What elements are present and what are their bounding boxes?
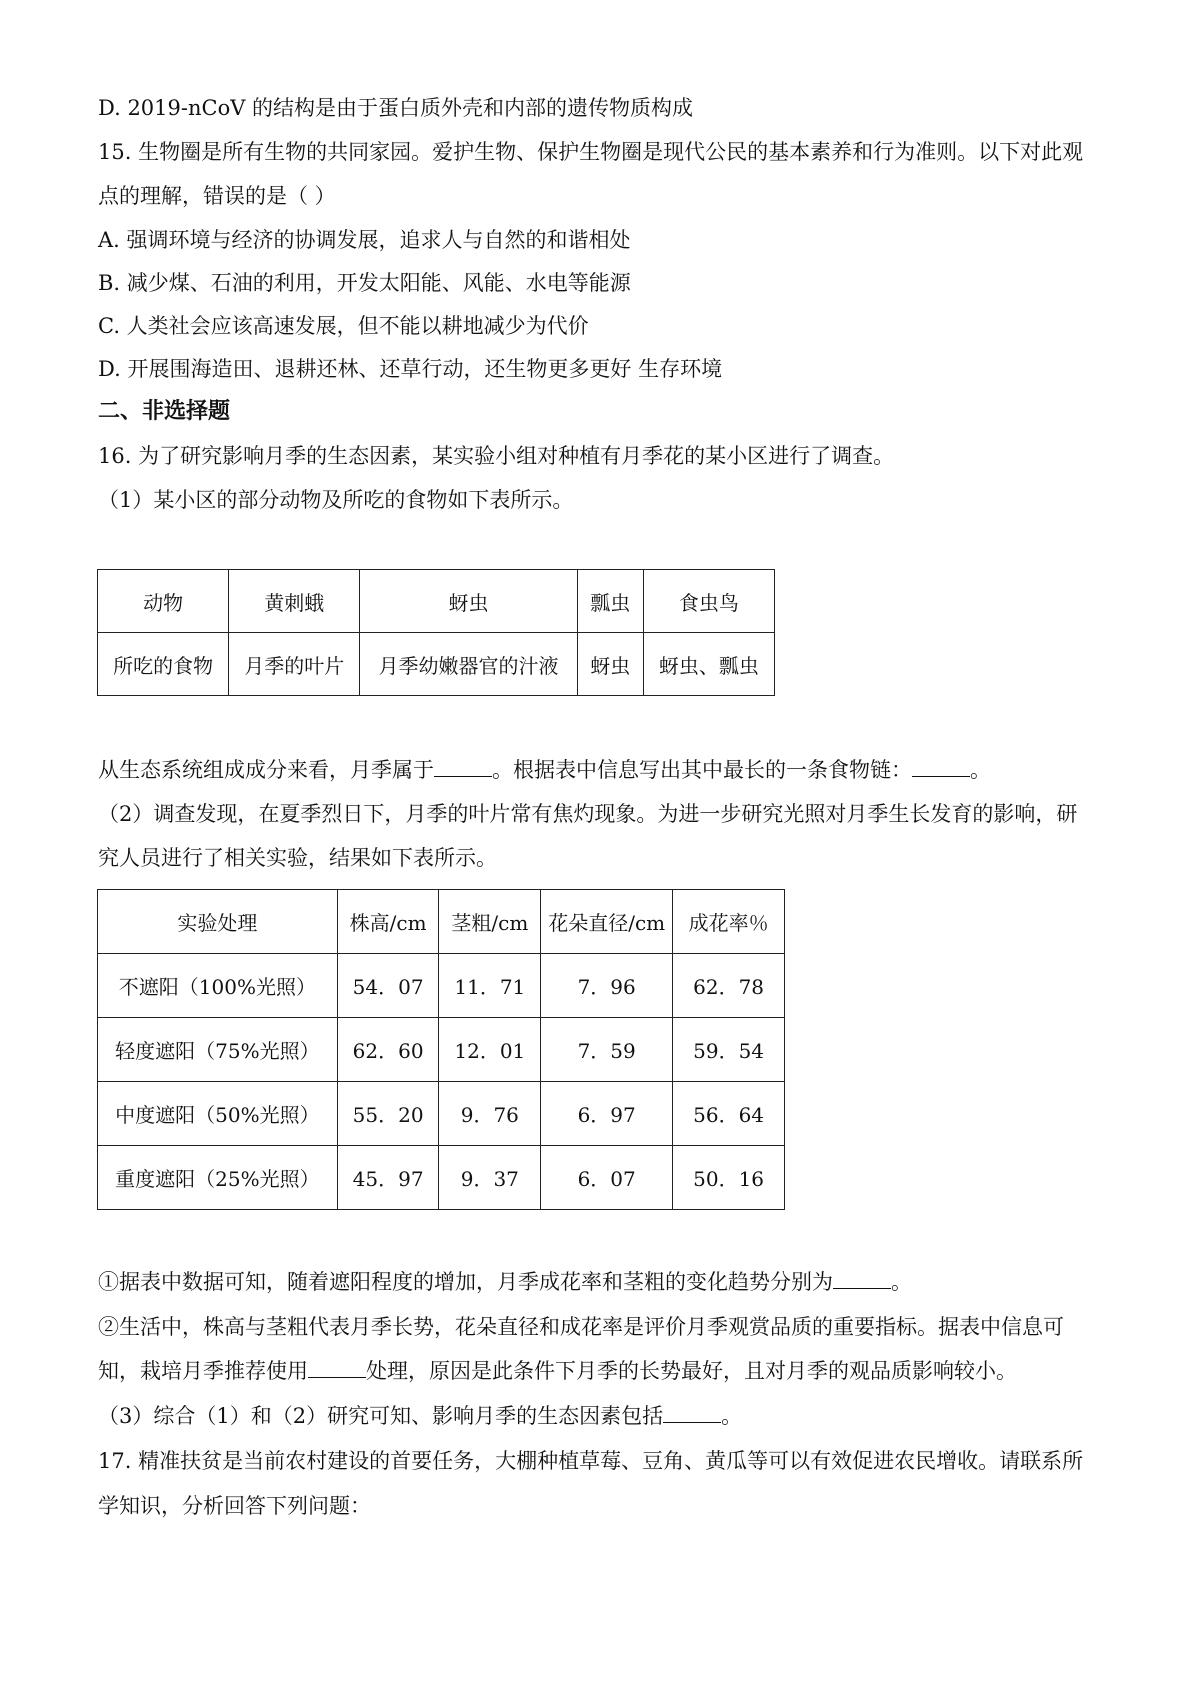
table-cell: 蚜虫、瓢虫: [643, 633, 774, 696]
table-header-cell: 花朵直径/cm: [541, 890, 673, 954]
table-cell: 重度遮阳（25%光照）: [98, 1146, 338, 1210]
table-cell: 中度遮阳（50%光照）: [98, 1082, 338, 1146]
table-row: [98, 1082, 785, 1146]
question-16-part2-q1: [98, 1268, 912, 1296]
table-cell: 所吃的食物: [98, 633, 229, 696]
shading-experiment-table: [97, 889, 785, 1210]
table-header-cell: 茎粗/cm: [439, 890, 541, 954]
question-16-part2-q2: ②生活中，株高与茎粗代表月季长势，花朵直径和成花率是评价月季观赏品质的重要指标。据表中信息可: [98, 1315, 1064, 1339]
option-d-previous: D. 2019-nCoV 的结构是由于蛋白质外壳和内部的遗传物质构成: [98, 96, 694, 120]
table-header-cell: 食虫鸟: [643, 570, 774, 633]
option-a: A. 强调环境与经济的协调发展，追求人与自然的和谐相处: [98, 228, 631, 252]
text-segment: 。: [970, 758, 991, 782]
question-16-part1-answer: [98, 756, 991, 784]
table-cell: 月季的叶片: [229, 633, 360, 696]
table-row: [98, 1146, 785, 1210]
option-d: D. 开展围海造田、退耕还林、还草行动，还生物更多更好 生存环境: [98, 357, 723, 381]
table-header-cell: 动物: [98, 570, 229, 633]
table-cell: 55．20: [337, 1082, 439, 1146]
table-cell: 蚜虫: [577, 633, 643, 696]
animals-food-table: [97, 569, 775, 696]
table-cell: 6．97: [541, 1082, 673, 1146]
question-16-part2: （2）调查发现，在夏季烈日下，月季的叶片常有焦灼现象。为进一步研究光照对月季生长发育的影响，研: [98, 802, 1078, 826]
table-header-cell: 实验处理: [98, 890, 338, 954]
table-cell: 不遮阳（100%光照）: [98, 954, 338, 1018]
section-heading: 二、非选择题: [98, 399, 231, 424]
table-cell: 9．76: [439, 1082, 541, 1146]
table-header-cell: 蚜虫: [360, 570, 577, 633]
table-cell: 12．01: [439, 1018, 541, 1082]
option-b: B. 减少煤、石油的利用，开发太阳能、风能、水电等能源: [98, 271, 631, 295]
question-16-part1: （1）某小区的部分动物及所吃的食物如下表所示。: [98, 488, 574, 512]
text-segment: 从生态系统组成成分来看，月季属于: [98, 758, 434, 782]
question-17-stem-cont: 学知识，分析回答下列问题：: [98, 1494, 371, 1518]
table-row: [98, 633, 775, 696]
text-segment: 知，栽培月季推荐使用: [98, 1359, 308, 1383]
question-15-stem: 15. 生物圈是所有生物的共同家园。爱护生物、保护生物圈是现代公民的基本素养和行为准则。以下对此观: [98, 140, 1084, 164]
table-cell: 11．71: [439, 954, 541, 1018]
question-16-part3: [98, 1402, 742, 1430]
table-header-cell: 瓢虫: [577, 570, 643, 633]
answer-blank[interactable]: [663, 1402, 721, 1423]
table-cell: 45．97: [337, 1146, 439, 1210]
answer-blank[interactable]: [434, 756, 492, 777]
text-segment: 。根据表中信息写出其中最长的一条食物链：: [492, 758, 912, 782]
table-cell: 59．54: [673, 1018, 785, 1082]
answer-blank[interactable]: [912, 756, 970, 777]
table-row: [98, 570, 775, 633]
table-cell: 月季幼嫩器官的汁液: [360, 633, 577, 696]
text-segment: 。: [891, 1270, 912, 1294]
question-16-stem: 16. 为了研究影响月季的生态因素，某实验小组对种植有月季花的某小区进行了调查。: [98, 444, 895, 468]
answer-blank[interactable]: [308, 1357, 366, 1378]
question-17-stem: 17. 精准扶贫是当前农村建设的首要任务，大棚种植草莓、豆角、黄瓜等可以有效促进农民增收。请联系所: [98, 1449, 1084, 1473]
option-c: C. 人类社会应该高速发展，但不能以耕地减少为代价: [98, 314, 589, 338]
table-cell: 62．78: [673, 954, 785, 1018]
table-header-cell: 黄刺蛾: [229, 570, 360, 633]
text-segment: （3）综合（1）和（2）研究可知、影响月季的生态因素包括: [98, 1404, 664, 1428]
answer-blank[interactable]: [833, 1268, 891, 1289]
table-cell: 7．59: [541, 1018, 673, 1082]
table-row: [98, 1018, 785, 1082]
table-cell: 轻度遮阳（75%光照）: [98, 1018, 338, 1082]
table-header-cell: 株高/cm: [337, 890, 439, 954]
table-row: [98, 890, 785, 954]
text-segment: 。: [721, 1404, 743, 1428]
question-15-stem-cont: 点的理解，错误的是（ ）: [98, 184, 336, 208]
table-header-cell: 成花率％: [673, 890, 785, 954]
table-cell: 54．07: [337, 954, 439, 1018]
table-cell: 9．37: [439, 1146, 541, 1210]
table-cell: 56．64: [673, 1082, 785, 1146]
question-16-part2-cont: 究人员进行了相关实验，结果如下表所示。: [98, 846, 497, 870]
table-cell: 50．16: [673, 1146, 785, 1210]
table-cell: 7．96: [541, 954, 673, 1018]
question-16-part2-q2-cont: [98, 1357, 1017, 1385]
text-segment: 处理，原因是此条件下月季的长势最好，且对月季的观品质影响较小。: [366, 1359, 1017, 1383]
text-segment: ①据表中数据可知，随着遮阳程度的增加，月季成花率和茎粗的变化趋势分别为: [98, 1270, 833, 1294]
table-row: [98, 954, 785, 1018]
table-cell: 62．60: [337, 1018, 439, 1082]
table-cell: 6．07: [541, 1146, 673, 1210]
